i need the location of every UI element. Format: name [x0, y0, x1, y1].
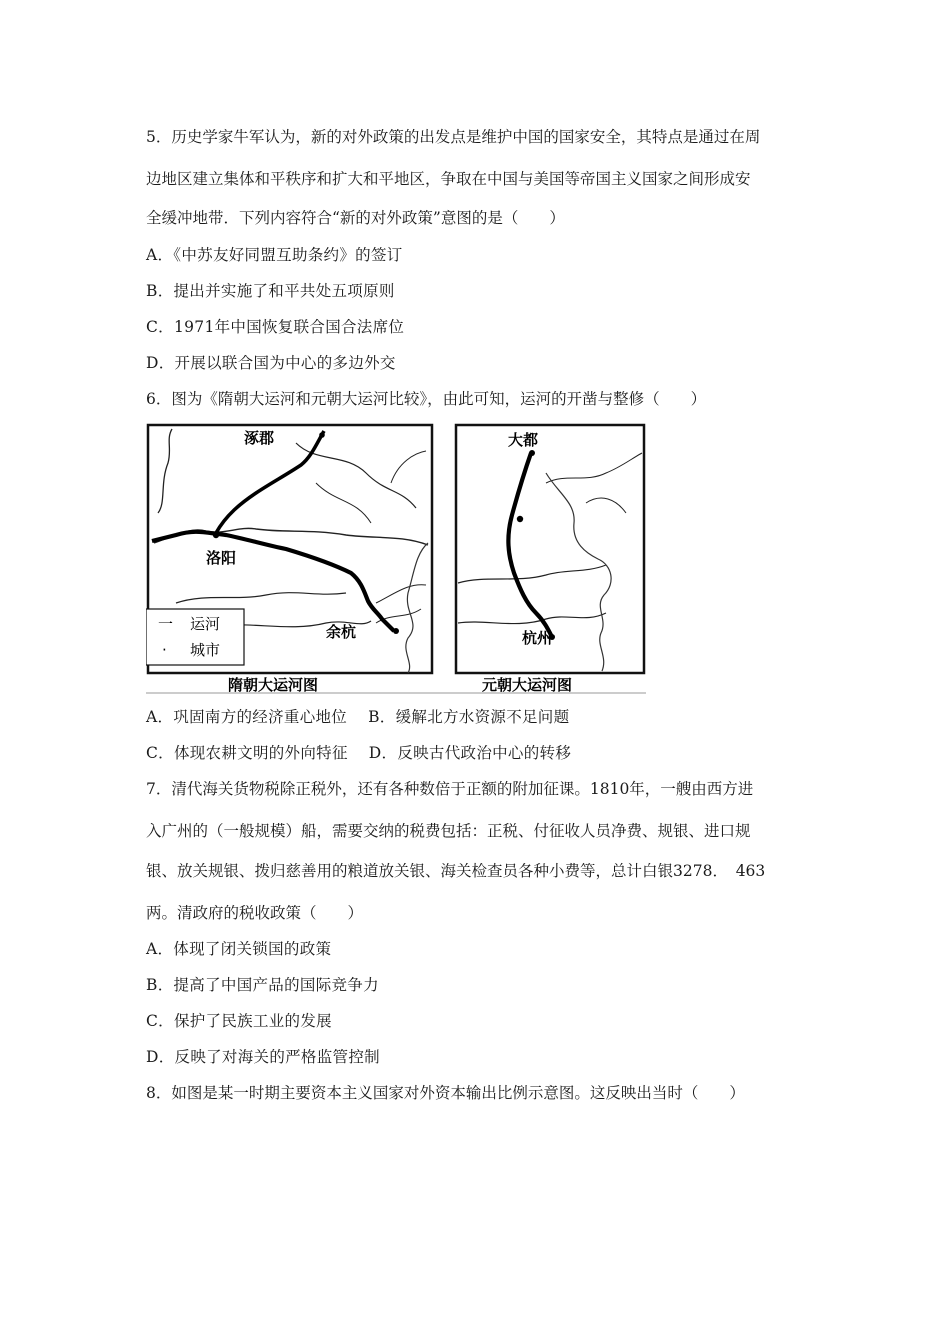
- legend-city-label: 城市: [190, 641, 221, 659]
- q7-option-d: D．反映了对海关的严格监管控制: [146, 1048, 380, 1066]
- q8-stem: 8．如图是某一时期主要资本主义国家对外资本输出比例示意图。这反映出当时（ ）: [146, 1084, 745, 1102]
- q5-option-c: C．1971年中国恢复联合国合法席位: [146, 318, 405, 336]
- sui-city-zhuojun: 涿郡: [244, 429, 275, 447]
- q7-option-b: B．提高了中国产品的国际竞争力: [146, 976, 379, 994]
- q5-option-b: B．提出并实施了和平共处五项原则: [146, 282, 395, 300]
- sui-city-yuhang: 余杭: [326, 623, 357, 641]
- yuan-city-dadu: 大都: [508, 431, 539, 449]
- q6-stem: 6．图为《隋朝大运河和元朝大运河比较》，由此可知，运河的开凿与整修（ ）: [146, 390, 707, 408]
- legend-city-symbol: ·: [162, 641, 167, 659]
- q6-options-row-1: A．巩固南方的经济重心地位 B．缓解北方水资源不足问题: [146, 708, 570, 726]
- q5-stem-line-2: 边地区建立集体和平秩序和扩大和平地区，争取在中国与美国等帝国主义国家之间形成安: [146, 170, 751, 188]
- canal-comparison-figure: [146, 423, 646, 695]
- q5-stem-line-1: 5．历史学家牛军认为，新的对外政策的出发点是维护中国的国家安全，其特点是通过在周: [146, 128, 761, 146]
- legend-canal-symbol: 一: [158, 615, 174, 633]
- q7-option-a: A．体现了闭关锁国的政策: [146, 940, 332, 958]
- q6-options-row-2: C．体现农耕文明的外向特征 D．反映古代政治中心的转移: [146, 744, 572, 762]
- canal-maps-svg: [146, 423, 646, 695]
- yuan-map-caption: 元朝大运河图: [482, 676, 573, 694]
- q7-stem-line-4: 两。清政府的税收政策（ ）: [146, 904, 364, 922]
- q7-stem-line-3: 银、放关规银、拨归慈善用的粮道放关银、海关检查员各种小费等，总计白银3278． 463: [146, 862, 766, 880]
- sui-city-luoyang: 洛阳: [206, 549, 237, 567]
- q5-option-a: A．《中苏友好同盟互助条约》的签订: [146, 246, 403, 264]
- q7-stem-line-2: 入广州的（一般规模）船，需要交纳的税费包括：正税、付征收人员净费、规银、进口规: [146, 822, 751, 840]
- q5-stem-line-3: 全缓冲地带．下列内容符合“新的对外政策”意图的是（ ）: [146, 209, 565, 227]
- sui-map-caption: 隋朝大运河图: [228, 676, 319, 694]
- q7-option-c: C．保护了民族工业的发展: [146, 1012, 332, 1030]
- yuan-city-hangzhou: 杭州: [522, 629, 553, 647]
- q5-option-d: D．开展以联合国为中心的多边外交: [146, 354, 396, 372]
- q7-stem-line-1: 7．清代海关货物税除正税外，还有各种数倍于正额的附加征课。1810年，一艘由西方进: [146, 780, 754, 798]
- legend-canal-label: 运河: [190, 615, 221, 633]
